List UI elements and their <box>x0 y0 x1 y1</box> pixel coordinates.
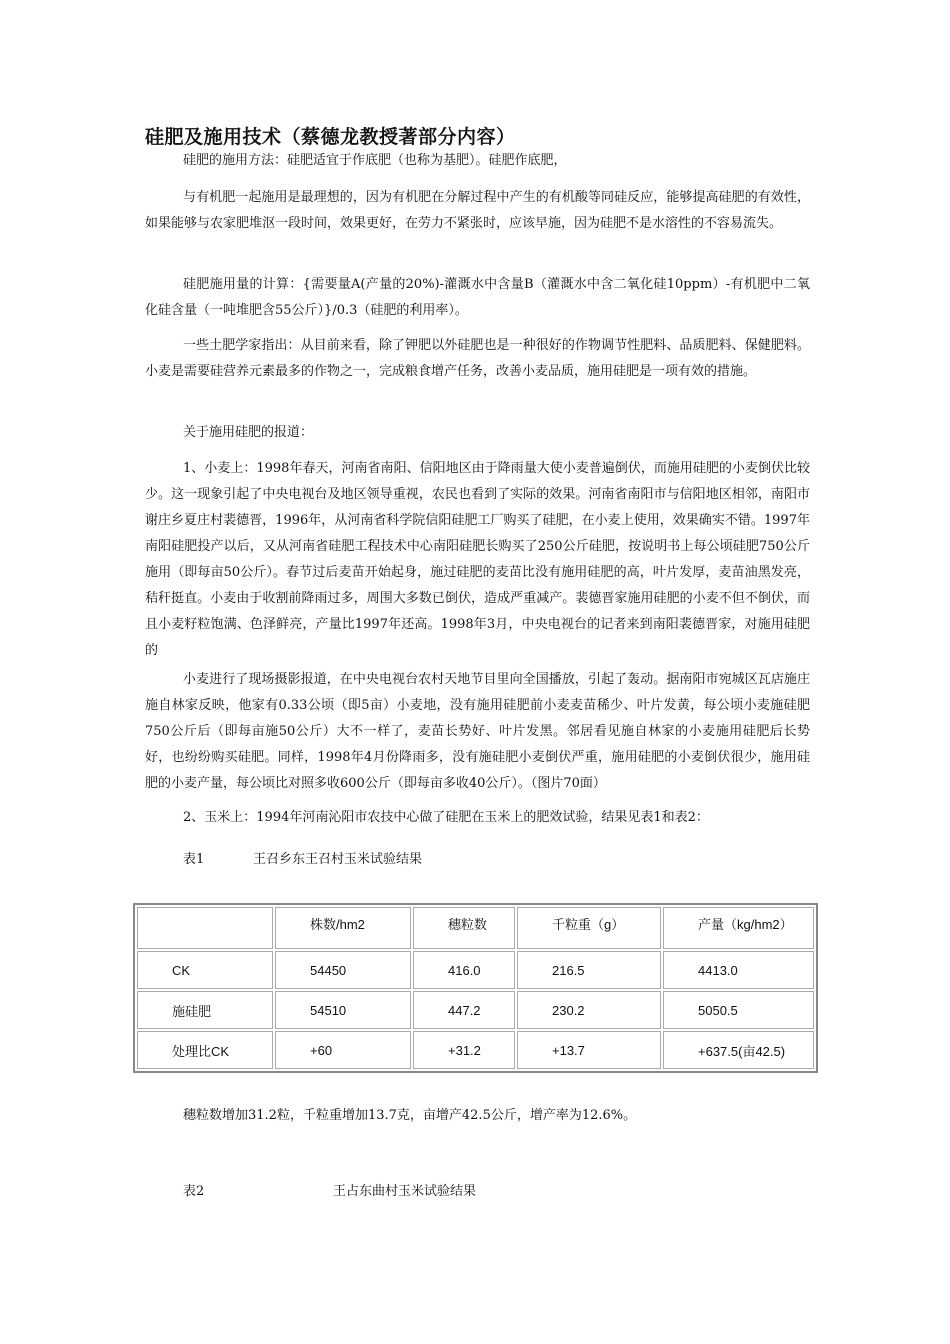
table-header-row <box>137 907 814 949</box>
table-header-cell <box>137 907 273 949</box>
table-cell: 230.2 <box>517 991 661 1029</box>
table-cell: +13.7 <box>517 1031 661 1069</box>
table-cell: 447.2 <box>413 991 515 1029</box>
table-cell: CK <box>137 951 273 989</box>
paragraph-wheat-continued: 小麦进行了现场摄影报道，在中央电视台农村天地节目里向全国播放，引起了轰动。据南阳市宛城区瓦店施庄施自林家反映，他家有0.33公顷（即5亩）小麦地，没有施用硅肥前小麦麦苗稀少、叶片发黄，每公顷小麦施硅肥750公斤后（即每亩施50公斤）大不一样了，麦苗长势好、叶片发黑。邻居看见施自林家的小麦施用硅肥后长势好，也纷纷购买硅肥。同样，1998年4月份降雨多，没有施硅肥小麦倒伏严重，施用硅肥的小麦倒伏很少，施用硅肥的小麦产量，每公顷比对照多收600公斤（即每亩多收40公斤）。（图片70面） <box>145 672 810 791</box>
table-cell: +637.5(亩42.5) <box>663 1031 814 1069</box>
paragraph-organic: 与有机肥一起施用是最理想的，因为有机肥在分解过程中产生的有机酸等同硅反应，能够提高硅肥的有效性，如果能够与农家肥堆沤一段时间，效果更好，在劳力不紧张时，应该早施，因为硅肥不是水溶性的不容易流失。 <box>145 190 810 231</box>
table-header-cell: 穗粒数 <box>413 907 515 949</box>
table2-caption: 王占东曲村玉米试验结果 <box>333 1184 477 1199</box>
paragraph-experts: 一些土肥学家指出：从目前来看，除了钾肥以外硅肥也是一种很好的作物调节性肥料、品质肥料、保健肥料。小麦是需要硅营养元素最多的作物之一，完成粮食增产任务，改善小麦品质，施用硅肥是一项有效的措施。 <box>145 338 810 379</box>
table-cell: +60 <box>275 1031 411 1069</box>
table1-caption: 王召乡东王召村玉米试验结果 <box>253 852 423 867</box>
table1 <box>133 903 818 1073</box>
paragraph-dosage: 硅肥施用量的计算：{需要量A(产量的20%)-灌溉水中含量B（灌溉水中含二氧化硅10ppm）-有机肥中二氧化硅含量（一吨堆肥含55公斤）}/0.3（硅肥的利用率）。 <box>145 277 810 318</box>
table-cell: 施硅肥 <box>137 991 273 1029</box>
table-cell: 54510 <box>275 991 411 1029</box>
paragraph-wheat: 1、小麦上：1998年春天，河南省南阳、信阳地区由于降雨量大使小麦普遍倒伏，而施用硅肥的小麦倒伏比较少。这一现象引起了中央电视台及地区领导重视，农民也看到了实际的效果。河南省南阳市与信阳地区相邻，南阳市谢庄乡夏庄村裴德晋，1996年，从河南省科学院信阳硅肥工厂购买了硅肥，在小麦上使用，效果确实不错。1997年南阳硅肥投产以后，又从河南省硅肥工程技术中心南阳硅肥长购买了250公斤硅肥，按说明书上每公顷硅肥750公斤施用（即每亩50公斤）。春节过后麦苗开始起身，施过硅肥的麦苗比没有施用硅肥的高，叶片发厚，麦苗油黑发亮，秸秆挺直。小麦由于收割前降雨过多，周围大多数已倒伏，造成严重减产。裴德晋家施用硅肥的小麦不但不倒伏，而且小麦籽粒饱满、色泽鲜亮，产量比1997年还高。1998年3月，中央电视台的记者来到南阳裴德晋家，对施用硅肥的 <box>145 461 810 658</box>
table-header-cell: 株数/hm2 <box>275 907 411 949</box>
table-cell: +31.2 <box>413 1031 515 1069</box>
table-cell: 5050.5 <box>663 991 814 1029</box>
table-header-cell: 千粒重（g） <box>517 907 661 949</box>
table-row <box>137 1031 814 1069</box>
table1-label: 表1 <box>183 852 205 867</box>
table-cell: 4413.0 <box>663 951 814 989</box>
table-header-cell: 产量（kg/hm2） <box>663 907 814 949</box>
table-cell: 处理比CK <box>137 1031 273 1069</box>
table-row <box>137 991 814 1029</box>
document-title: 硅肥及施用技术（蔡德龙教授著部分内容） <box>145 126 516 148</box>
table2-label: 表2 <box>183 1184 205 1199</box>
table-cell: 54450 <box>275 951 411 989</box>
table-cell: 216.5 <box>517 951 661 989</box>
paragraph-corn: 2、玉米上：1994年河南沁阳市农技中心做了硅肥在玉米上的肥效试验，结果见表1和表2： <box>183 810 709 825</box>
table1-summary: 穗粒数增加31.2粒，千粒重增加13.7克，亩增产42.5公斤，增产率为12.6%。 <box>183 1108 637 1123</box>
table-cell: 416.0 <box>413 951 515 989</box>
intro-line: 硅肥的施用方法：硅肥适宜于作底肥（也称为基肥）。硅肥作底肥， <box>183 153 567 168</box>
table-row <box>137 951 814 989</box>
paragraph-reports-heading: 关于施用硅肥的报道： <box>183 425 314 440</box>
